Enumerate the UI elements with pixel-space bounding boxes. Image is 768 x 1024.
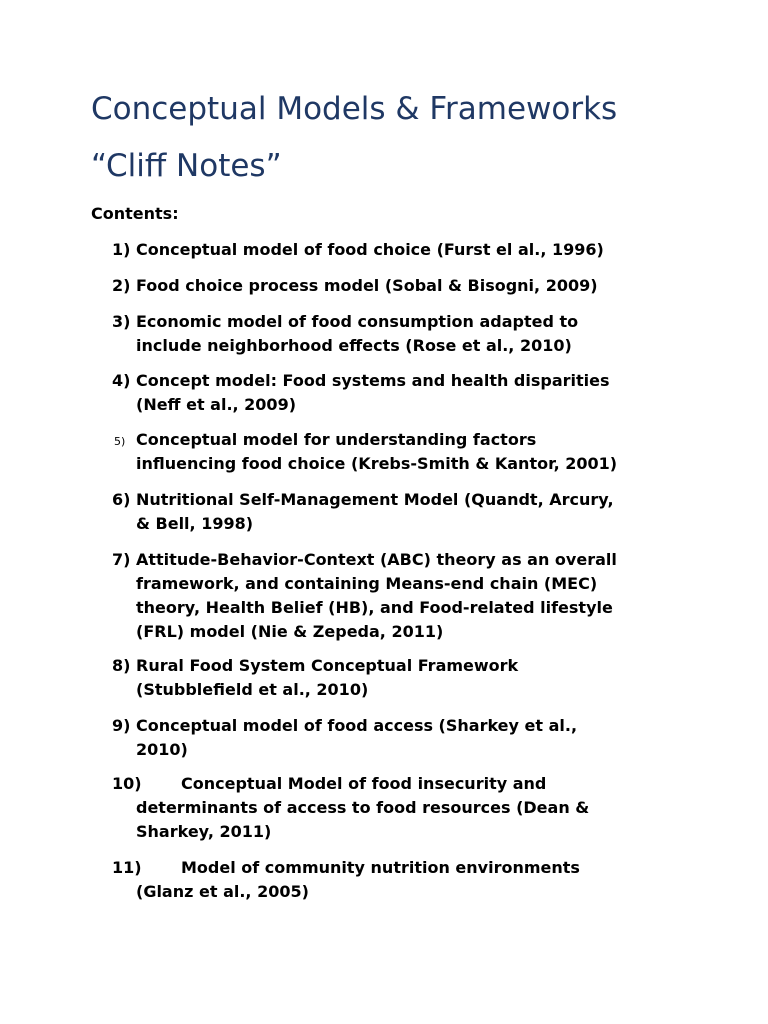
toc-item-text: [136, 238, 696, 262]
toc-item-text: [136, 274, 696, 298]
document-subtitle: “Cliff Notes”: [91, 148, 282, 184]
toc-item-line: [136, 856, 696, 880]
toc-item-number: 10): [112, 774, 142, 793]
toc-item-number: 3): [112, 312, 131, 331]
toc-item-line: [136, 772, 696, 796]
toc-item-line: 2010): [136, 740, 188, 759]
toc-item-line: Food choice process model (Sobal & Bisogni, 2009): [136, 276, 598, 295]
toc-item-line: Sharkey, 2011): [136, 822, 272, 841]
toc-item-line: theory, Health Belief (HB), and Food-related lifestyle: [136, 598, 613, 617]
toc-item-number: 5): [114, 435, 126, 448]
toc-item-text: [136, 369, 696, 417]
toc-item-line: Conceptual model for understanding factors: [136, 430, 537, 449]
toc-item-number: 9): [112, 716, 131, 735]
toc-item-line: include neighborhood effects (Rose et al., 2010): [136, 336, 572, 355]
toc-item-line-text: Conceptual Model of food insecurity and: [181, 774, 547, 793]
toc-item-line: Attitude-Behavior-Context (ABC) theory as an overall: [136, 550, 617, 569]
toc-item-line: Conceptual model of food access (Sharkey et al.,: [136, 716, 578, 735]
toc-item-line: (Stubblefield et al., 2010): [136, 680, 369, 699]
toc-item-line: Economic model of food consumption adapted to: [136, 312, 579, 331]
toc-item-line: Nutritional Self-Management Model (Quandt, Arcury,: [136, 490, 614, 509]
toc-item-text: [136, 714, 696, 762]
toc-item-text: [136, 488, 696, 536]
toc-item-line: Rural Food System Conceptual Framework: [136, 656, 519, 675]
toc-item-text: [136, 654, 696, 702]
toc-item-line: determinants of access to food resources (Dean &: [136, 798, 590, 817]
toc-item-line: (Neff et al., 2009): [136, 395, 297, 414]
toc-item-number: 1): [112, 240, 131, 259]
document-title: Conceptual Models & Frameworks: [91, 91, 618, 127]
toc-item-text: [136, 856, 696, 904]
toc-item-text: [136, 548, 696, 644]
toc-item-number: 8): [112, 656, 131, 675]
toc-item-text: [136, 772, 696, 844]
toc-item-line: Concept model: Food systems and health disparities: [136, 371, 610, 390]
contents-label: Contents:: [91, 204, 179, 223]
toc-item-number: 7): [112, 550, 131, 569]
toc-item-number: 4): [112, 371, 131, 390]
toc-item-text: [136, 310, 696, 358]
toc-item-line: (Glanz et al., 2005): [136, 882, 309, 901]
toc-item-line: framework, and containing Means-end chain (MEC): [136, 574, 598, 593]
toc-item-line: Conceptual model of food choice (Furst el al., 1996): [136, 240, 604, 259]
toc-item-number: 2): [112, 276, 131, 295]
toc-item-number: 6): [112, 490, 131, 509]
toc-item-number: 11): [112, 858, 142, 877]
toc-item-line-text: Model of community nutrition environments: [181, 858, 580, 877]
toc-item-text: [136, 428, 696, 476]
toc-item-line: (FRL) model (Nie & Zepeda, 2011): [136, 622, 444, 641]
toc-item-line: influencing food choice (Krebs-Smith & Kantor, 2001): [136, 454, 618, 473]
toc-item-line: & Bell, 1998): [136, 514, 254, 533]
